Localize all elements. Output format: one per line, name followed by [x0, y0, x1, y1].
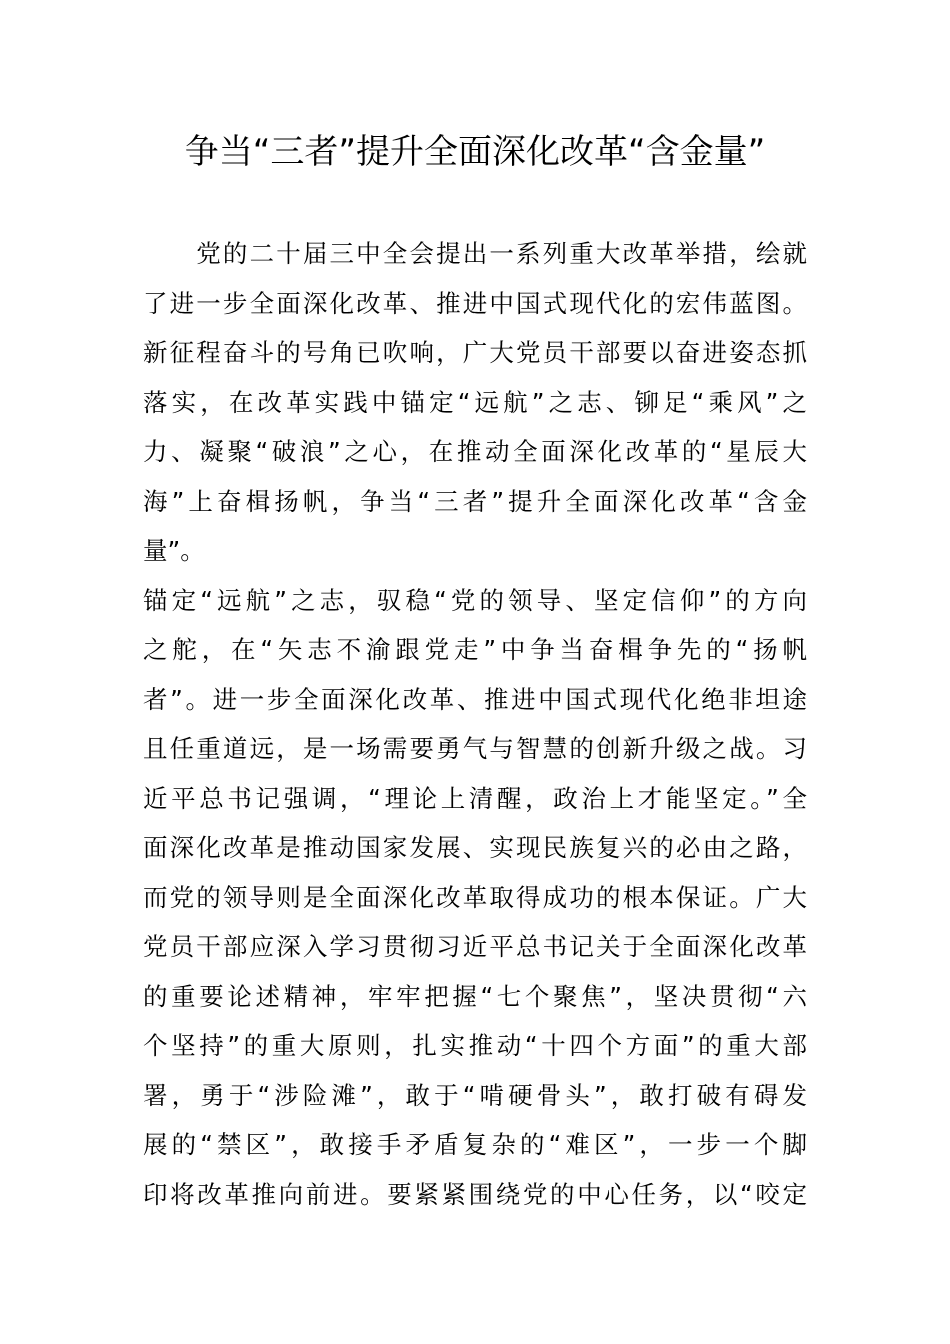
- paragraph-line: 的重要论述精神，牢牢把握“七个聚焦”，坚决贯彻“六: [143, 981, 807, 1011]
- document-body: [143, 229, 807, 1219]
- document-title: 争当“三者”提升全面深化改革“含金量”: [184, 132, 766, 172]
- paragraph-line: 署，勇于“涉险滩”，敢于“啃硬骨头”，敢打破有碍发: [143, 1080, 807, 1110]
- paragraph-line: 者”。进一步全面深化改革、推进中国式现代化绝非坦途: [143, 684, 807, 714]
- paragraph-line: 海”上奋楫扬帆，争当“三者”提升全面深化改革“含金: [143, 486, 807, 516]
- paragraph-line: 印将改革推向前进。要紧紧围绕党的中心任务，以“咬定: [143, 1179, 807, 1209]
- paragraph-line: 且任重道远，是一场需要勇气与智慧的创新升级之战。习: [143, 734, 807, 763]
- paragraph-line: 了进一步全面深化改革、推进中国式现代化的宏伟蓝图。: [143, 288, 807, 318]
- paragraph-line: 展的“禁区”，敢接手矛盾复杂的“难区”，一步一个脚: [143, 1130, 807, 1159]
- paragraph-line: 锚定“远航”之志，驭稳“党的领导、坚定信仰”的方向: [143, 585, 807, 615]
- paragraph-line: 面深化改革是推动国家发展、实现民族复兴的必由之路，: [143, 833, 807, 862]
- paragraph-line: 量”。: [143, 536, 205, 565]
- paragraph-line: 近平总书记强调，“理论上清醒，政治上才能坚定。”全: [143, 783, 807, 813]
- paragraph-line: 党的二十届三中全会提出一系列重大改革举措，绘就: [143, 239, 807, 268]
- paragraph-line: 个坚持”的重大原则，扎实推动“十四个方面”的重大部: [143, 1031, 807, 1060]
- paragraph-line: 之舵，在“矢志不渝跟党走”中争当奋楫争先的“扬帆: [143, 635, 807, 664]
- paragraph-line: 落实，在改革实践中锚定“远航”之志、铆足“乘风”之: [143, 387, 807, 417]
- paragraph-line: 党员干部应深入学习贯彻习近平总书记关于全面深化改革: [143, 932, 807, 961]
- paragraph-line: 新征程奋斗的号角已吹响，广大党员干部要以奋进姿态抓: [143, 338, 807, 367]
- paragraph-line: 而党的领导则是全面深化改革取得成功的根本保证。广大: [143, 882, 807, 912]
- paragraph-line: 力、凝聚“破浪”之心，在推动全面深化改革的“星辰大: [143, 437, 807, 466]
